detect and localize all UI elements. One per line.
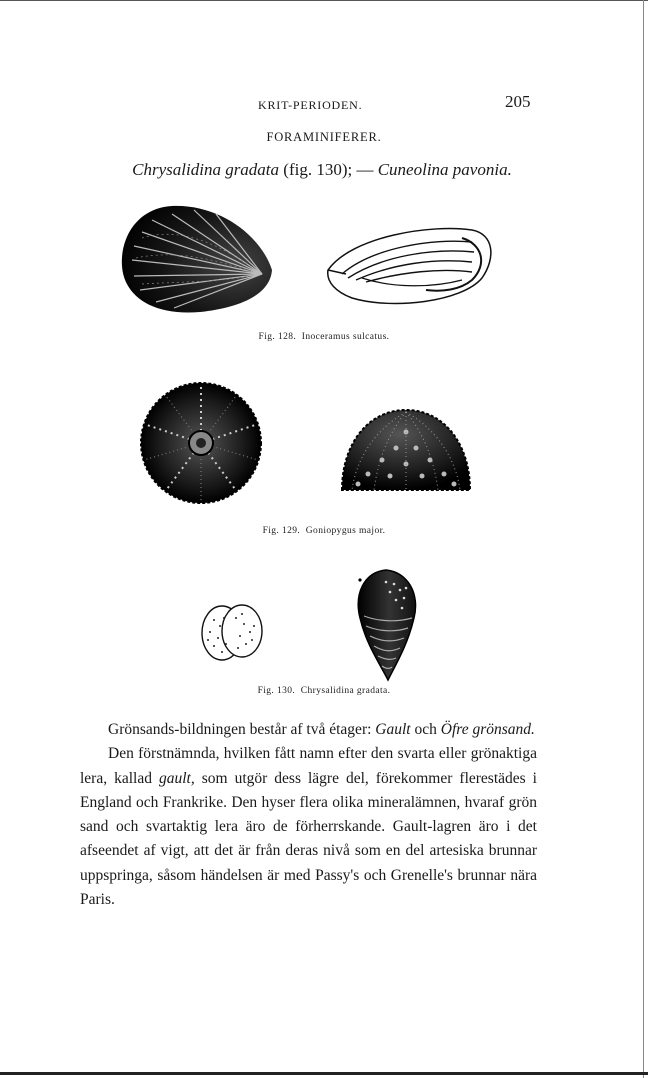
- sea-urchin-side-icon: [338, 404, 474, 496]
- figure-caption-129: [0, 526, 648, 536]
- foraminifer-shell-icon: [350, 566, 424, 684]
- paragraph-1-conjunction: och: [410, 721, 441, 738]
- species-name-2: Cuneolina pavonia.: [377, 160, 512, 179]
- inoceramus-shell-side-icon: [322, 218, 498, 314]
- paragraph-1-text: Grönsands-bildningen består af två étager:: [108, 721, 376, 738]
- figure-number: Fig. 130.: [257, 686, 296, 696]
- term-gault: Gault: [375, 721, 411, 738]
- paragraph-2: [80, 742, 537, 912]
- figure-number: Fig. 128.: [258, 332, 297, 342]
- sea-urchin-top-icon: [136, 378, 266, 508]
- figure-number: Fig. 129.: [262, 526, 301, 536]
- figure-caption-130: [0, 686, 648, 696]
- page-edge-top: [0, 0, 648, 1]
- term-ofre-gronsand: Öfre grönsand.: [440, 721, 535, 738]
- figure-title: Goniopygus major.: [305, 526, 386, 536]
- figure-title: Chrysalidina gradata.: [300, 686, 391, 696]
- species-name-1: Chrysalidina gradata: [132, 160, 280, 179]
- species-subtitle: [82, 160, 562, 180]
- running-head: KRIT-PERIODEN.: [258, 98, 363, 112]
- term-gault-lowercase: gault,: [158, 769, 195, 787]
- paragraph-2-text-end: som utgör dess lägre del, förekommer flerestädes i England och Frankrike. Den hyser flera olika mineralämnen, hvaraf grön sand och svartaktig lera äro de förherrskande. Gault-lagren äro i det afseendet af vigt, att det är från deras nivå som en del artesiska brunnar uppspringa, såsom händelsen är med Passy's och Grenelle's brunnar nära Paris.: [80, 769, 537, 909]
- figure-caption-128: [0, 332, 648, 342]
- page-edge-right: [643, 0, 644, 1078]
- body-text: [80, 718, 537, 912]
- figure-title: Inoceramus sulcatus.: [301, 332, 390, 342]
- section-heading: FORAMINIFERER.: [266, 130, 382, 144]
- foraminifer-cross-section-icon: [196, 598, 268, 668]
- inoceramus-shell-exterior-icon: [112, 198, 282, 322]
- page-number: 205: [505, 92, 531, 111]
- figure-reference: (fig. 130); —: [279, 160, 378, 179]
- paragraph-1: [80, 718, 537, 742]
- paragraph-2-text-start: Den förstnämnda, hvilken fått namn efter den svarta eller grönaktiga lera, kallad: [80, 745, 537, 787]
- page-edge-bottom: [0, 1072, 648, 1075]
